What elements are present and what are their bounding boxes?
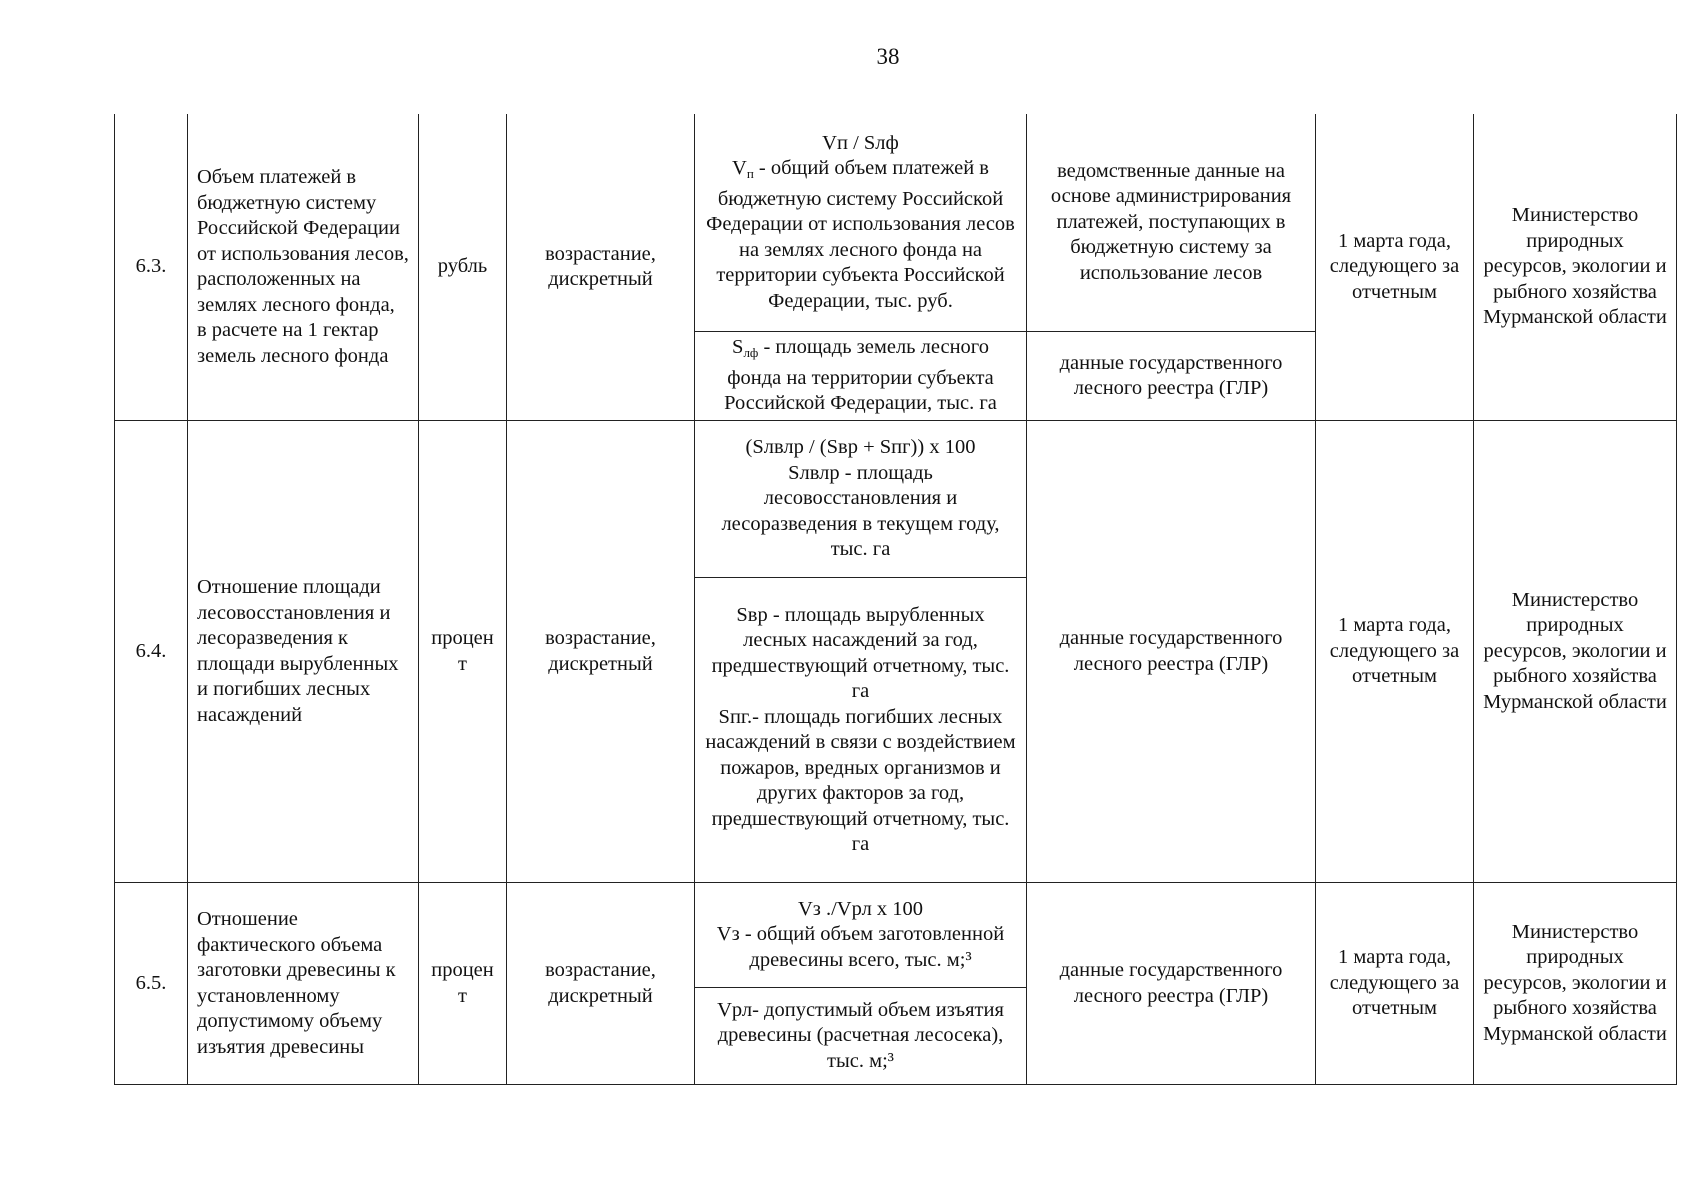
page-number: 38 <box>876 44 900 69</box>
formula-variable: V <box>732 157 747 180</box>
row-number: 6.4. <box>115 421 188 883</box>
unit-text: процент <box>431 959 494 1007</box>
formula-description: - площадь земель лесного фонда на территории субъекта Российской Федерации, тыс. га <box>724 336 997 415</box>
responsible-cell: Министерство природных ресурсов, экологии и рыбного хозяйства Мурманской области <box>1474 114 1677 421</box>
source-cell: данные государственного лесного реестра (ГЛР) <box>1027 421 1316 883</box>
responsible-cell: Министерство природных ресурсов, экологии и рыбного хозяйства Мурманской области <box>1474 421 1677 883</box>
formula-cell: Vз ./Vрл х 100 Vз - общий объем заготовленной древесины всего, тыс. м;³ <box>695 883 1027 988</box>
unit-cell <box>419 421 507 883</box>
formula-cell <box>695 332 1027 421</box>
formula-cell: Vрл- допустимый объем изъятия древесины (расчетная лесосека), тыс. м;³ <box>695 988 1027 1085</box>
table-row-6-5 <box>115 883 1677 988</box>
unit-text: процент <box>431 627 494 675</box>
row-number: 6.5. <box>115 883 188 1085</box>
deadline-cell: 1 марта года, следующего за отчетным <box>1316 114 1474 421</box>
indicator-name: Объем платежей в бюджетную систему Российской Федерации от использования лесов, расположенных на землях лесного фонда, в расчете на 1 гектар земель лесного фонда <box>188 114 419 421</box>
formula-cell: (Sлвлр / (Sвр + Sпг)) х 100 Sлвлр - площадь лесовосстановления и лесоразведения в текущем году, тыс. га <box>695 421 1027 578</box>
formula-cell: Sвр - площадь вырубленных лесных насаждений за год, предшествующий отчетному, тыс. га Sпг.- площадь погибших лесных насаждений в связи с воздействием пожаров, вредных организмов и других факторов за год, предшествующий отчетному, тыс. га <box>695 578 1027 883</box>
responsible-cell: Министерство природных ресурсов, экологии и рыбного хозяйства Мурманской области <box>1474 883 1677 1085</box>
deadline-cell: 1 марта года, следующего за отчетным <box>1316 421 1474 883</box>
dynamics-cell: возрастание, дискретный <box>507 421 695 883</box>
formula-subscript: п <box>746 166 754 182</box>
formula-cell <box>695 114 1027 332</box>
dynamics-cell: возрастание, дискретный <box>507 114 695 421</box>
table-row-6-4 <box>115 421 1677 578</box>
source-cell: ведомственные данные на основе администрирования платежей, поступающих в бюджетную систему за использование лесов <box>1027 114 1316 332</box>
formula-title: Vп / Sлф <box>822 131 899 154</box>
table-row-6-3 <box>115 114 1677 332</box>
formula-variable: S <box>732 336 744 359</box>
row-number: 6.3. <box>115 114 188 421</box>
formula-description: - общий объем платежей в бюджетную систему Российской Федерации от использования лесов на землях лесного фонда на территории субъекта Российской Федерации, тыс. руб. <box>706 157 1015 312</box>
source-cell: данные государственного лесного реестра (ГЛР) <box>1027 883 1316 1085</box>
unit-cell <box>419 883 507 1085</box>
unit-cell: рубль <box>419 114 507 421</box>
deadline-cell: 1 марта года, следующего за отчетным <box>1316 883 1474 1085</box>
formula-subscript: лф <box>743 345 759 361</box>
source-cell: данные государственного лесного реестра (ГЛР) <box>1027 332 1316 421</box>
indicator-name: Отношение площади лесовосстановления и лесоразведения к площади вырубленных и погибших лесных насаждений <box>188 421 419 883</box>
indicator-name: Отношение фактического объема заготовки древесины к установленному допустимому объему изъятия древесины <box>188 883 419 1085</box>
dynamics-cell: возрастание, дискретный <box>507 883 695 1085</box>
indicators-table <box>114 114 1677 1085</box>
